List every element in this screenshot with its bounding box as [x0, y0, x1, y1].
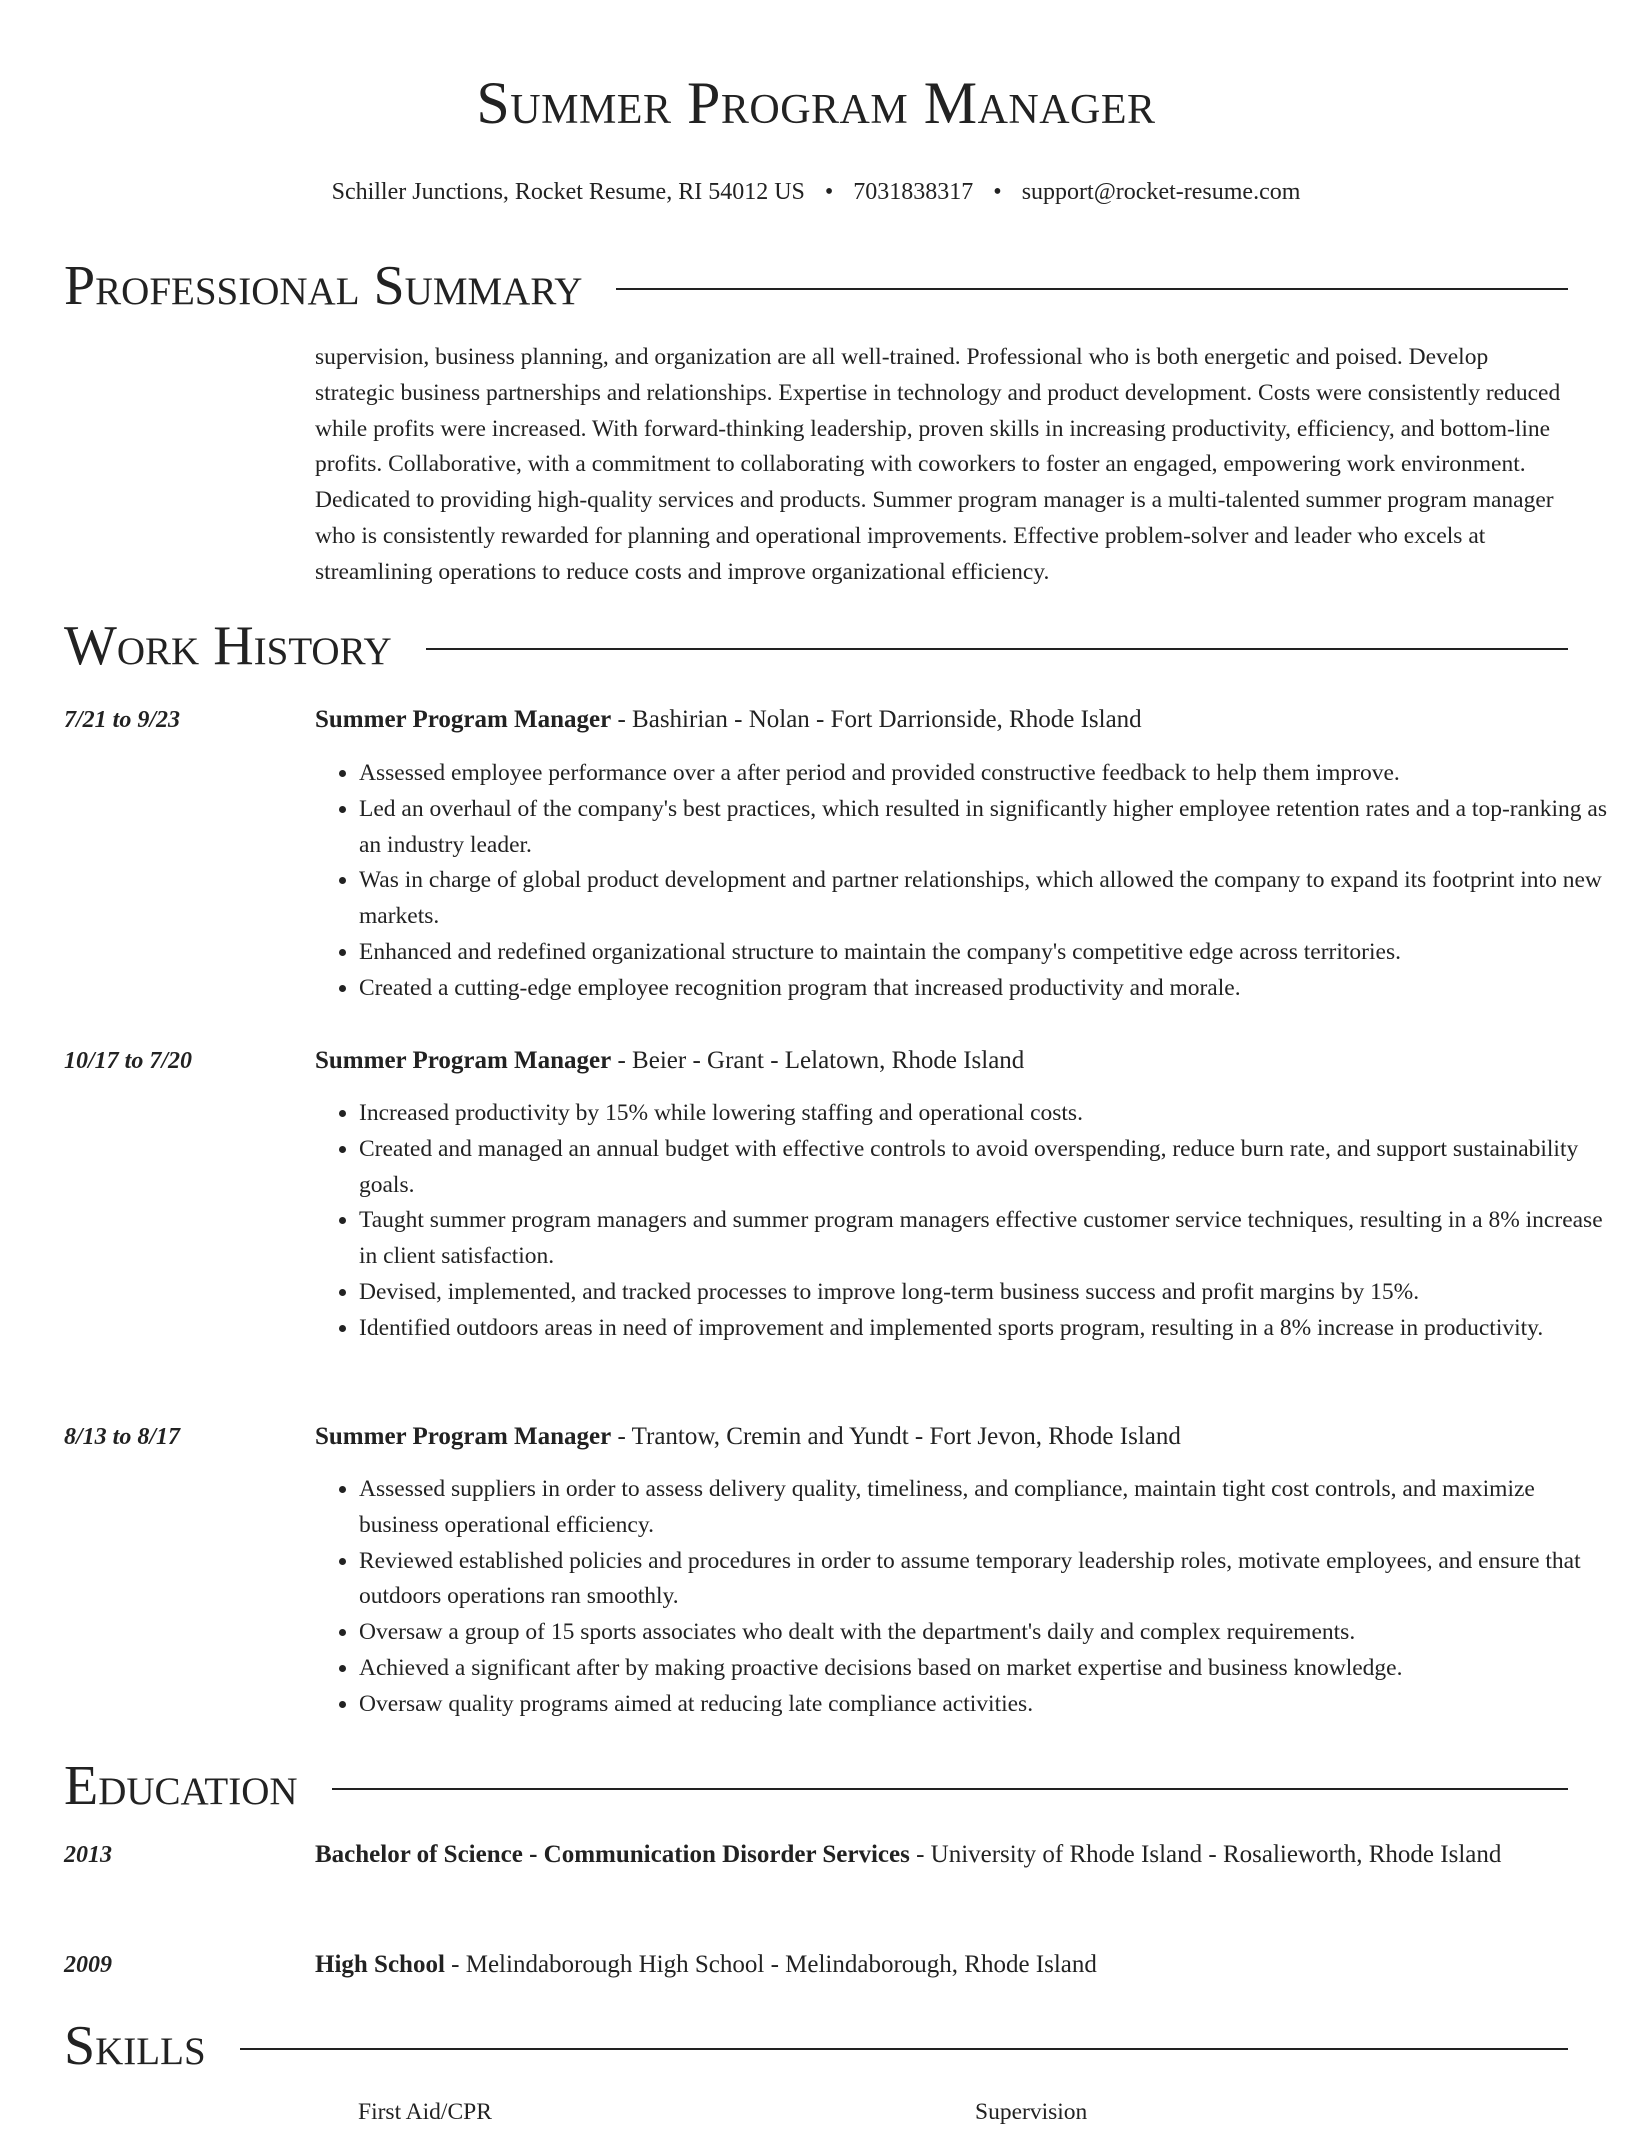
education-line: [315, 1835, 1570, 1875]
section-title: Education: [64, 1755, 298, 1817]
education-section-header: [64, 1754, 1568, 1818]
list-item: • Created and managed an annual budget with effective controls to avoid overspending, reduce burn rate, and support sustainability goals.: [359, 1132, 1614, 1204]
list-item: • Created a cutting-edge employee recognition program that increased productivity and morale.: [359, 971, 1614, 1007]
section-rule: [240, 2048, 1568, 2050]
list-item: • Increased productivity by 15% while lowering staffing and operational costs.: [359, 1096, 1614, 1132]
list-item: • Reviewed established policies and procedures in order to assume temporary leadership roles, motivate employees, and ensure that outdoors operations ran smoothly.: [359, 1544, 1614, 1616]
list-item: • Oversaw a group of 15 sports associates who dealt with the department's daily and complex requirements.: [359, 1615, 1614, 1651]
section-title: Work History: [64, 615, 392, 677]
list-item: • Taught summer program managers and summer program managers effective customer service techniques, resulting in a 8% increase in client satisfaction.: [359, 1203, 1614, 1275]
contact-line: [0, 174, 1632, 210]
separator-dot: •: [993, 179, 1002, 205]
skill-item: Supervision: [975, 2099, 1088, 2125]
job-details: - Beier - Grant - Lelatown, Rhode Island: [611, 1047, 1025, 1074]
education-details: - University of Rhode Island - Rosalieworth, Rhode Island: [909, 1841, 1502, 1868]
job-role: Summer Program Manager: [315, 1047, 612, 1074]
education-details: - Melindaborough High School - Melindaborough, Rhode Island: [444, 1951, 1097, 1978]
job-dates: 10/17 to 7/20: [64, 1048, 193, 1074]
job-bullets: [315, 1472, 1614, 1723]
job-role: Summer Program Manager: [315, 706, 612, 733]
list-item: • Oversaw quality programs aimed at reducing late compliance activities.: [359, 1687, 1614, 1723]
section-rule: [332, 1788, 1568, 1790]
list-item: • Assessed suppliers in order to assess delivery quality, timeliness, and compliance, maintain tight cost controls, and maximize business operational efficiency.: [359, 1472, 1614, 1544]
summary-section-header: [64, 254, 1568, 318]
list-item: • Devised, implemented, and tracked processes to improve long-term business success and profit margins by 15%.: [359, 1275, 1614, 1311]
skills-section-header: [64, 2014, 1568, 2078]
education-year: 2013: [64, 1842, 112, 1868]
separator-dot: •: [824, 179, 834, 205]
job-title-line: [315, 700, 1570, 740]
job-title-line: [315, 1041, 1570, 1081]
section-title: Professional Summary: [64, 255, 583, 317]
resume-name: Summer Program Manager: [476, 70, 1156, 136]
education-year: 2009: [64, 1952, 112, 1978]
phone: 7031838317: [853, 179, 974, 205]
section-rule: [616, 288, 1568, 290]
job-bullets: [315, 1096, 1614, 1347]
job-role: Summer Program Manager: [315, 1423, 612, 1450]
job-bullets: [315, 756, 1614, 1007]
skill-item: First Aid/CPR: [358, 2099, 492, 2125]
job-details: - Bashirian - Nolan - Fort Darrionside, Rhode Island: [611, 706, 1142, 733]
address: Schiller Junctions, Rocket Resume, RI 54012 US: [331, 179, 805, 205]
list-item: • Led an overhaul of the company's best practices, which resulted in significantly higher employee retention rates and a top-ranking as an industry leader.: [359, 792, 1614, 864]
summary-text: supervision, business planning, and organization are all well-trained. Professional who is both energetic and poised. Develop strategic business partnerships and relationships. Expertise in technology and product development. Costs were consistently reduced while profits were increased. With forward-thinking leadership, proven skills in increasing productivity, efficiency, and bottom-line profits. Collaborative, with a commitment to collaborating with coworkers to foster an engaged, empowering work environment. Dedicated to providing high-quality services and products. Summer program manager is a multi-talented summer program manager who is consistently rewarded for planning and operational improvements. Effective problem-solver and leader who excels at streamlining operations to reduce costs and improve organizational efficiency.: [315, 344, 1561, 585]
list-item: • Enhanced and redefined organizational structure to maintain the company's competitive edge across territories.: [359, 935, 1614, 971]
email[interactable]: support@rocket-resume.com: [1021, 179, 1301, 205]
job-dates: 8/13 to 8/17: [64, 1424, 181, 1450]
job-details: - Trantow, Cremin and Yundt - Fort Jevon, Rhode Island: [611, 1423, 1181, 1450]
list-item: • Assessed employee performance over a after period and provided constructive feedback to help them improve.: [359, 756, 1614, 792]
job-title-line: [315, 1417, 1570, 1457]
education-degree: High School: [315, 1951, 445, 1978]
list-item: • Achieved a significant after by making proactive decisions based on market expertise and business knowledge.: [359, 1651, 1614, 1687]
job-dates: 7/21 to 9/23: [64, 707, 181, 733]
education-line: [315, 1945, 1570, 1985]
list-item: • Identified outdoors areas in need of improvement and implemented sports program, resulting in a 8% increase in productivity.: [359, 1311, 1614, 1347]
work-section-header: [64, 614, 1568, 678]
section-title: Skills: [64, 2015, 206, 2077]
education-degree: Bachelor of Science - Communication Disorder Services: [315, 1841, 910, 1868]
list-item: • Was in charge of global product development and partner relationships, which allowed the company to expand its footprint into new markets.: [359, 863, 1614, 935]
section-rule: [426, 648, 1568, 650]
